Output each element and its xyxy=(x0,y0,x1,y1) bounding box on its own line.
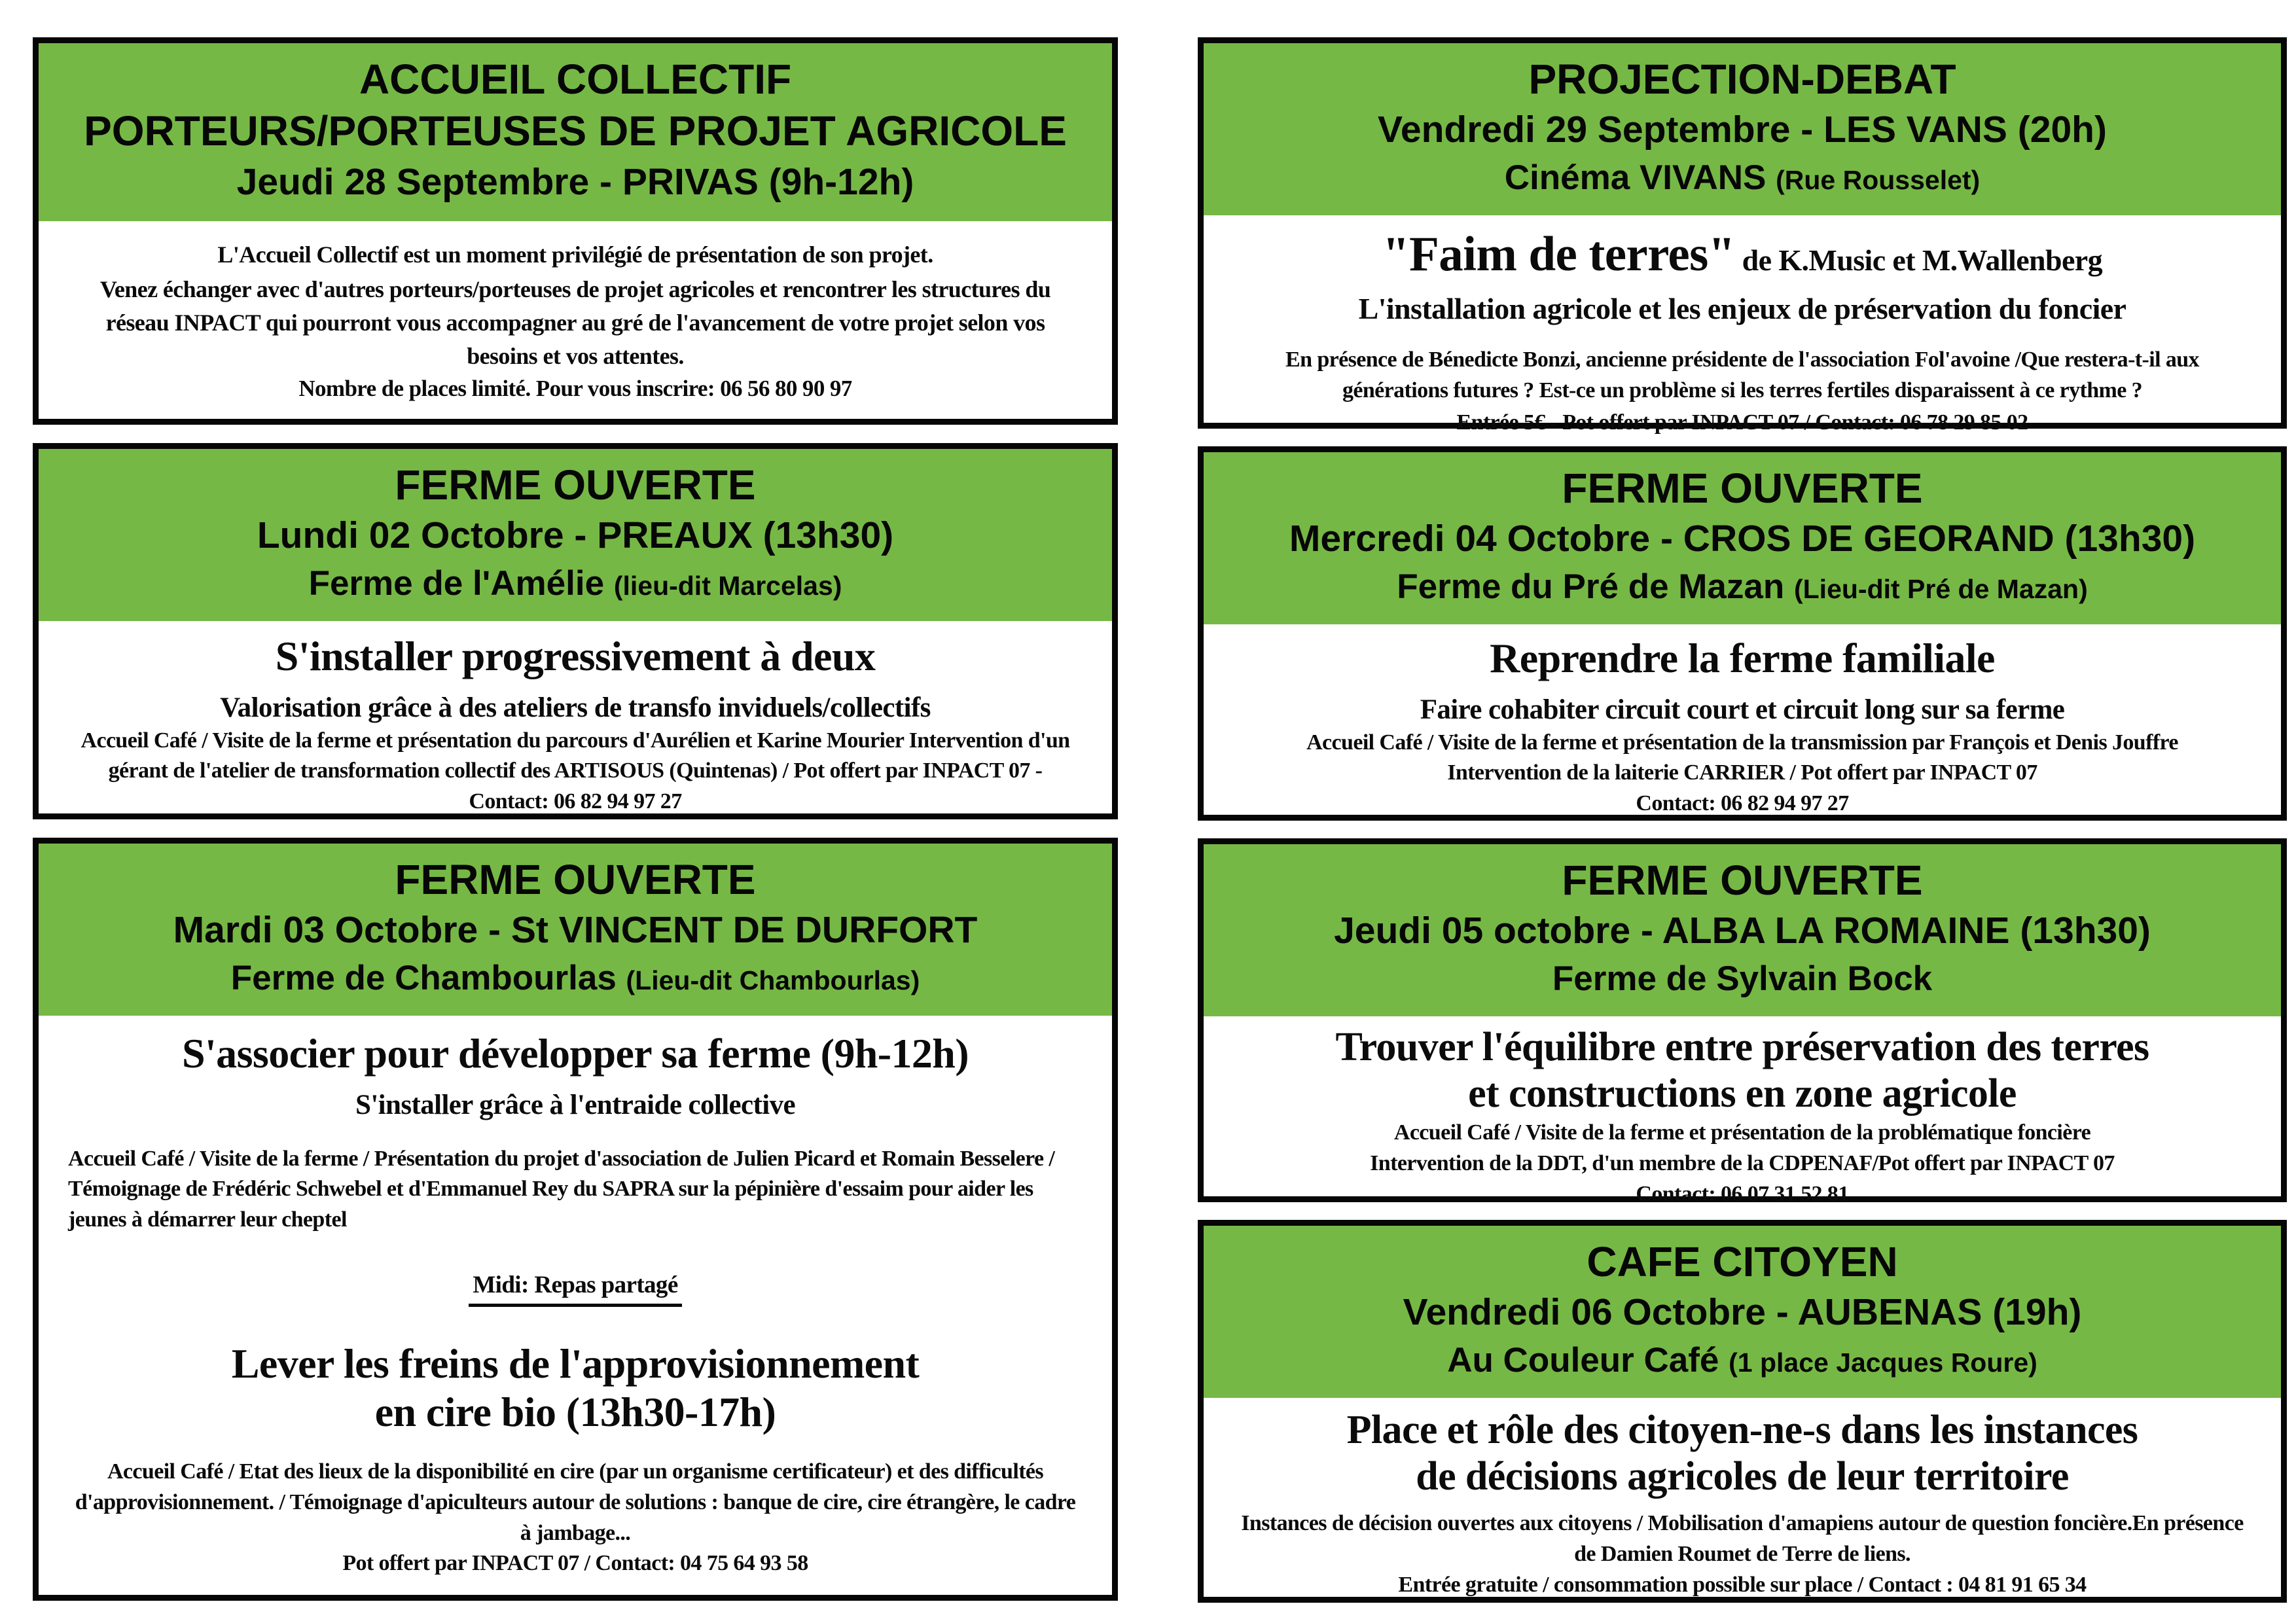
event-type: ACCUEIL COLLECTIF xyxy=(359,56,792,103)
event-header xyxy=(1204,43,2281,215)
detail-line: Intervention de la laiterie CARRIER / Pot offert par INPACT 07 xyxy=(1447,760,2037,785)
farm-place-note: (Lieu-dit Chambourlas) xyxy=(626,965,920,995)
event-location xyxy=(46,955,1104,1001)
event-header xyxy=(1204,844,2281,1016)
detail-line: Contact: 06 82 94 97 27 xyxy=(1636,791,1849,816)
event-card-ferme-alba xyxy=(1198,838,2287,1207)
afternoon-title-line2: en cire bio (13h30-17h) xyxy=(374,1389,776,1436)
event-location xyxy=(1211,956,2273,1002)
event-body xyxy=(39,1016,1112,1606)
film-credits: de K.Music et M.Wallenberg xyxy=(1734,243,2103,277)
event-title xyxy=(1347,1407,2138,1501)
event-location xyxy=(1211,564,2273,610)
right-column xyxy=(1198,37,2287,1603)
morning-title: S'associer pour développer sa ferme (9h-12h) xyxy=(182,1029,969,1077)
event-subtitle: L'installation agricole et les enjeux de préservation du foncier xyxy=(1358,291,2126,325)
event-subtitle: Valorisation grâce à des ateliers de transfo inviduels/collectifs xyxy=(220,692,931,723)
event-header xyxy=(1204,1226,2281,1398)
detail-line: Accueil Café / Visite de la ferme et présentation de la transmission par François et Denis Jouffre xyxy=(1306,730,2178,755)
event-card-ferme-georand xyxy=(1198,446,2287,821)
event-subtitle: Faire cohabiter circuit court et circuit long sur sa ferme xyxy=(1420,694,2065,725)
film-title: "Faim de terres" xyxy=(1382,226,1735,281)
venue-place-note: (1 place Jacques Roure) xyxy=(1729,1347,2037,1378)
event-details: Accueil Café / Visite de la ferme et présentation du parcours d'Aurélien et Karine Mourier Intervention d'un gérant de l'atelier de transformation collectif des ARTISOUS (Quintenas) / Pot offert par INPACT 07 - Contact: 06 82 94 97 27 xyxy=(81,728,1070,814)
morning-details: Accueil Café / Visite de la ferme / Présentation du projet d'association de Julien Picard et Romain Besselere / Témoignage de Frédéric Schwebel et d'Emmanuel Rey du SAPRA sur la pépinière d'essaim pour aider les jeunes à démarrer leur cheptel xyxy=(68,1146,1055,1232)
event-date: Vendredi 29 Septembre - LES VANS (20h) xyxy=(1378,109,2107,151)
event-title-line1: Place et rôle des citoyen-ne-s dans les instances xyxy=(1346,1407,2138,1452)
event-type: PROJECTION-DEBAT xyxy=(1528,56,1956,103)
event-title-line2: de décisions agricoles de leur territoire xyxy=(1416,1454,2069,1499)
event-location xyxy=(46,561,1104,607)
event-title: Reprendre la ferme familiale xyxy=(1490,634,1995,681)
event-details: En présence de Bénedicte Bonzi, ancienne présidente de l'association Fol'avoine /Que restera-t-il aux générations futures ? Est-ce un problème si les terres fertiles disparaissent à ce rythme ? xyxy=(1285,348,2199,403)
event-card-accueil-collectif xyxy=(33,37,1118,425)
event-body xyxy=(39,621,1112,839)
event-location xyxy=(1211,1338,2273,1383)
event-registration: Nombre de places limité. Pour vous inscrire: 06 56 80 90 97 xyxy=(298,376,852,402)
event-footer: Pot offert par INPACT 07 / Contact: 04 75 64 93 58 xyxy=(342,1551,808,1576)
farm-place-note: (Lieu-dit Pré de Mazan) xyxy=(1793,573,2088,604)
venue-name: Au Couleur Café xyxy=(1447,1340,1719,1380)
farm-name: Ferme de Sylvain Bock xyxy=(1552,959,1933,998)
event-details: Instances de décision ouvertes aux citoyens / Mobilisation d'amapiens autour de question foncière.En présence de Damien Roumet de Terre de liens. xyxy=(1241,1511,2244,1567)
event-date: Lundi 02 Octobre - PREAUX (13h30) xyxy=(257,514,894,557)
event-title-line2: et constructions en zone agricole xyxy=(1468,1071,2017,1116)
afternoon-details: Accueil Café / Etat des lieux de la disponibilité en cire (par un organisme certificateur) et des difficultés d'approvisionnement. / Témoignage d'apiculteurs autour de solutions : banque de cire, cire étrangère, le cadre à jambage... xyxy=(75,1459,1076,1545)
event-type: FERME OUVERTE xyxy=(395,856,756,903)
farm-place-note: (lieu-dit Marcelas) xyxy=(613,570,842,601)
midday-note: Midi: Repas partagé xyxy=(469,1271,681,1299)
event-type: FERME OUVERTE xyxy=(395,461,756,508)
event-intro: L'Accueil Collectif est un moment privilégié de présentation de son projet. xyxy=(217,241,933,268)
farm-name: Ferme de l'Amélie xyxy=(308,563,605,603)
venue-place-note: (Rue Rousselet) xyxy=(1776,164,1981,195)
film-title-row xyxy=(1382,226,2103,281)
event-card-ferme-preaux xyxy=(33,443,1118,819)
event-body xyxy=(1204,1016,2281,1233)
event-location xyxy=(1211,155,2273,201)
event-details xyxy=(1370,1118,2115,1210)
detail-line: Accueil Café / Visite de la ferme et présentation de la problématique foncière xyxy=(1393,1120,2091,1145)
event-audience: PORTEURS/PORTEUSES DE PROJET AGRICOLE xyxy=(84,107,1067,155)
event-card-cafe-citoyen xyxy=(1198,1220,2287,1603)
event-header xyxy=(39,43,1112,221)
event-date: Jeudi 05 octobre - ALBA LA ROMAINE (13h30) xyxy=(1334,910,2151,952)
left-column xyxy=(33,37,1118,1601)
venue-name: Cinéma VIVANS xyxy=(1504,158,1767,197)
event-date: Vendredi 06 Octobre - AUBENAS (19h) xyxy=(1403,1291,2082,1334)
event-header xyxy=(1204,452,2281,624)
event-title: S'installer progressivement à deux xyxy=(275,632,876,679)
event-date: Mercredi 04 Octobre - CROS DE GEORAND (13h30) xyxy=(1289,518,2196,560)
farm-name: Ferme de Chambourlas xyxy=(230,958,617,997)
event-header xyxy=(39,844,1112,1016)
event-header xyxy=(39,449,1112,621)
event-date: Mardi 03 Octobre - St VINCENT DE DURFORT xyxy=(173,909,978,952)
event-type: CAFE CITOYEN xyxy=(1587,1238,1898,1285)
event-card-ferme-durfort xyxy=(33,838,1118,1601)
event-title-line1: Trouver l'équilibre entre préservation des terres xyxy=(1335,1024,2149,1069)
event-footer: Entrée 5€ - Pot offert par INPACT 07 / Contact: 06 78 29 85 02 xyxy=(1456,410,2028,435)
farm-name: Ferme du Pré de Mazan xyxy=(1397,567,1785,606)
event-type: FERME OUVERTE xyxy=(1562,857,1923,904)
detail-line: Contact: 06 07 31 52 81 xyxy=(1636,1182,1849,1207)
event-body xyxy=(1204,624,2281,840)
event-details xyxy=(1306,728,2178,820)
afternoon-title xyxy=(232,1340,919,1436)
event-body xyxy=(39,221,1112,438)
event-description: Venez échanger avec d'autres porteurs/porteuses de projet agricoles et rencontrer les structures du réseau INPACT qui pourront vous accompagner au gré de l'avancement de votre projet selon vos besoins et vos attentes. xyxy=(99,276,1051,370)
afternoon-title-line1: Lever les freins de l'approvisionnement xyxy=(231,1340,920,1387)
event-date: Jeudi 28 Septembre - PRIVAS (9h-12h) xyxy=(236,160,914,203)
event-card-projection-debat xyxy=(1198,37,2287,435)
detail-line: Intervention de la DDT, d'un membre de la CDPENAF/Pot offert par INPACT 07 xyxy=(1370,1151,2115,1176)
event-footer: Entrée gratuite / consommation possible sur place / Contact : 04 81 91 65 34 xyxy=(1398,1573,2087,1597)
event-title xyxy=(1335,1024,2149,1118)
event-type: FERME OUVERTE xyxy=(1562,465,1923,512)
morning-subtitle: S'installer grâce à l'entraide collective xyxy=(355,1089,795,1120)
event-body xyxy=(1204,215,2281,454)
event-body xyxy=(1204,1398,2281,1620)
